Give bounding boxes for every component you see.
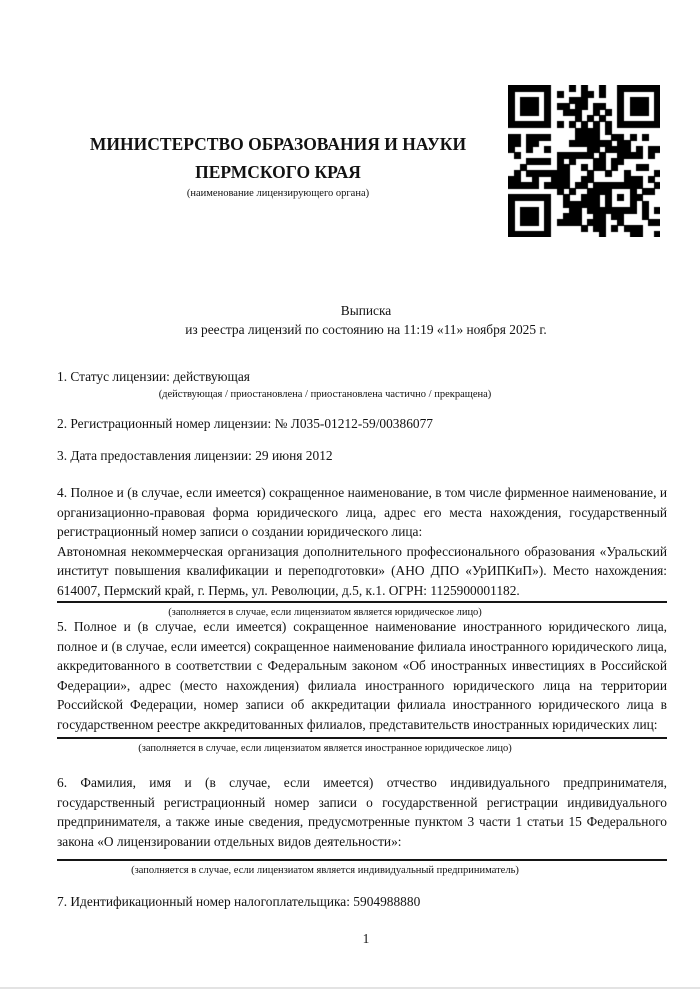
field-entrepreneur — [57, 773, 667, 851]
blank-line-rule — [57, 737, 667, 739]
legal-entity-value: Автономная некоммерческая организация дополнительного профессионального образования «Уральский институт повышения квалификации и переподготовки» (АНО ДПО «УрИПКиП»). Место нахождения: 614007, Пермский край, г. Пермь, ул. Революции, д.5, к.1. ОГРН: 1125900001182. — [57, 543, 667, 598]
field-foreign-entity — [57, 617, 667, 735]
document-title-line1: Выписка — [340, 303, 392, 318]
entrepreneur-hint: (заполняется в случае, если лицензиатом является индивидуальный предприниматель) — [131, 865, 519, 876]
license-date-text: 3. Дата предоставления лицензии: 29 июня 2012 — [57, 448, 333, 463]
registration-number-text: 2. Регистрационный номер лицензии: № Л035-01212-59/00386077 — [57, 416, 433, 431]
legal-entity-hint: (заполняется в случае, если лицензиатом является юридическое лицо) — [168, 607, 482, 618]
blank-line-rule — [57, 601, 667, 603]
field-license-status — [57, 367, 667, 387]
foreign-entity-blank — [57, 737, 667, 756]
ministry-name-line2: ПЕРМСКОГО КРАЯ — [195, 162, 361, 182]
licensing-authority-block — [28, 130, 528, 201]
ministry-name-line1: МИНИСТЕРСТВО ОБРАЗОВАНИЯ И НАУКИ — [89, 134, 467, 154]
ministry-caption: (наименование лицензирующего органа) — [186, 188, 370, 199]
ministry-name — [28, 130, 528, 186]
license-status-text: 1. Статус лицензии: действующая — [57, 369, 250, 384]
field-registration-number — [57, 414, 667, 434]
field-license-date — [57, 446, 667, 466]
entrepreneur-blank — [57, 859, 667, 878]
page-number: 1 — [362, 931, 370, 946]
document-title-line2: из реестра лицензий по состоянию на 11:19 «11» ноября 2025 г. — [185, 322, 547, 337]
document-title — [57, 301, 675, 339]
blank-line-rule — [57, 859, 667, 861]
entrepreneur-heading: 6. Фамилия, имя и (в случае, если имеется) отчество индивидуального предпринимателя, государственный регистрационный номер записи о государственной регистрации индивидуального предпринимателя, а также иные сведения, предусмотренные пунктом 3 части 1 статьи 15 Федерального закона «О лицензировании отдельных видов деятельности»: — [57, 775, 667, 849]
foreign-entity-heading: 5. Полное и (в случае, если имеется) сокращенное наименование иностранного юридического лица, полное и (в случае, если имеется) сокращенное наименование филиала иностранного юридического лица, аккредитованного в соответствии с Федеральным законом «Об иностранных инвестициях в Российской Федерации», адрес (место нахождения) филиала иностранного юридического лица на территории Российской Федерации, номер записи об аккредитации филиала иностранного юридического лица в государственном реестре аккредитованных филиалов, представительств иностранных юридических лиц: — [57, 619, 667, 732]
taxpayer-id-text: 7. Идентификационный номер налогоплательщика: 5904988880 — [57, 894, 421, 909]
license-status-hint: (действующая / приостановлена / приостановлена частично / прекращена) — [158, 389, 492, 400]
field-taxpayer-id — [57, 892, 667, 912]
legal-entity-heading: 4. Полное и (в случае, если имеется) сокращенное наименование, в том числе фирменное наименование, и организационно-правовая форма юридического лица, адрес его места нахождения, государственный регистрационный номер записи о создании юридического лица: — [57, 485, 667, 540]
qr-code — [508, 85, 660, 237]
field-legal-entity — [57, 483, 667, 601]
foreign-entity-hint: (заполняется в случае, если лицензиатом является иностранное юридическое лицо) — [138, 743, 512, 754]
